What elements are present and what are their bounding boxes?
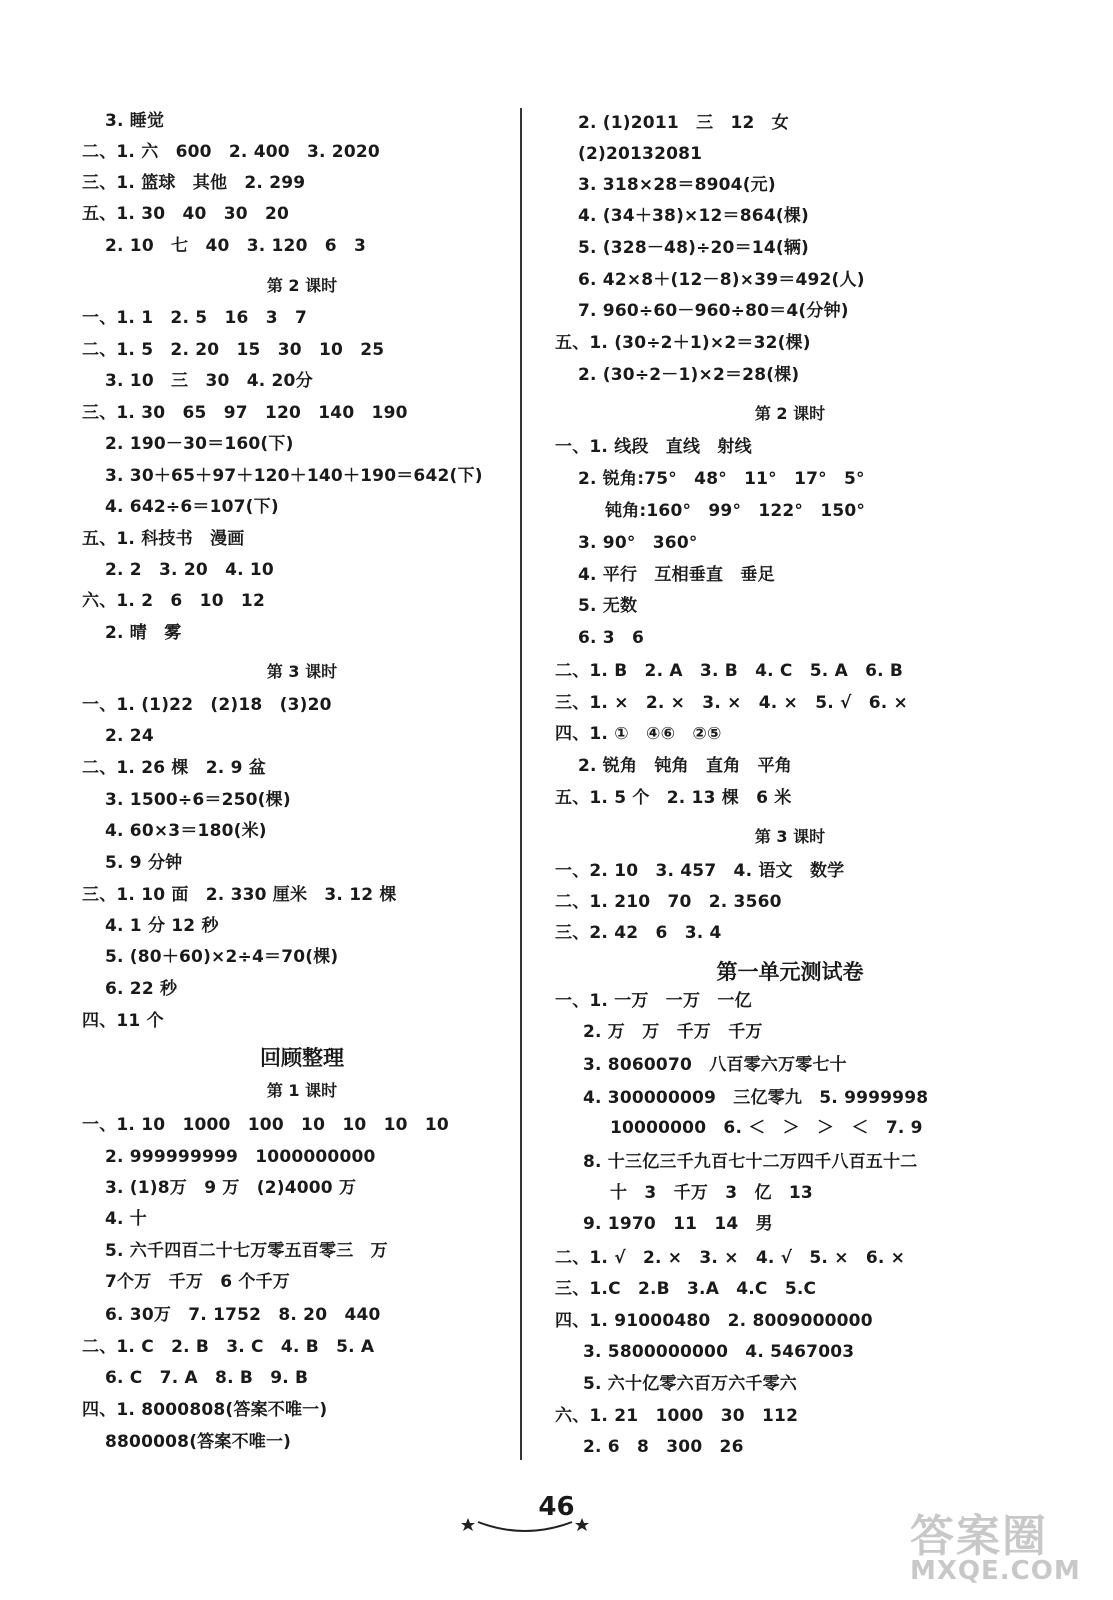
answer-line: 3. 8060070 八百零六万零七十 bbox=[583, 1055, 847, 1075]
answer-line: 2. 万 万 千万 千万 bbox=[583, 1022, 763, 1042]
answer-line: 6. 3 6 bbox=[578, 628, 645, 648]
answer-line: 10000000 6. ＜ ＞ ＞ ＜ 7. 9 bbox=[610, 1118, 923, 1138]
answer-line: 四、11 个 bbox=[82, 1011, 164, 1031]
answer-line: 2. 6 8 300 26 bbox=[583, 1437, 744, 1457]
answer-line: 2. 999999999 1000000000 bbox=[105, 1147, 376, 1167]
answer-line: 一、1. 一万 一万 一亿 bbox=[555, 991, 752, 1011]
answer-line: 二、1. 六 600 2. 400 3. 2020 bbox=[82, 142, 380, 162]
answer-line: 二、1. 5 2. 20 15 30 10 25 bbox=[82, 340, 385, 360]
answer-line: 三、2. 42 6 3. 4 bbox=[555, 923, 722, 943]
answer-line: 3. 1500÷6＝250(棵) bbox=[105, 790, 291, 810]
answer-line: 六、1. 21 1000 30 112 bbox=[555, 1406, 799, 1426]
answer-line: 2. 锐角 钝角 直角 平角 bbox=[578, 756, 793, 776]
answer-line: 三、1. 30 65 97 120 140 190 bbox=[82, 403, 408, 423]
answer-line: 4. 平行 互相垂直 垂足 bbox=[578, 565, 775, 585]
answer-line: (2)20132081 bbox=[578, 144, 703, 164]
answer-line: 3. 睡觉 bbox=[105, 111, 165, 131]
answer-line: 十 3 千万 3 亿 13 bbox=[610, 1183, 813, 1203]
lesson-heading: 第 3 课时 bbox=[266, 662, 338, 681]
footer-swoosh-icon bbox=[460, 1508, 590, 1538]
answer-line: 一、1. 线段 直线 射线 bbox=[555, 437, 752, 457]
answer-line: 3. 10 三 30 4. 20分 bbox=[105, 371, 313, 391]
watermark bbox=[900, 1500, 1100, 1590]
answer-line: 六、1. 2 6 10 12 bbox=[82, 591, 265, 611]
star-icon bbox=[575, 1518, 589, 1531]
answer-line: 二、1. √ 2. × 3. × 4. √ 5. × 6. × bbox=[555, 1248, 906, 1268]
answer-line: 9. 1970 11 14 男 bbox=[583, 1214, 773, 1234]
answer-line: 二、1. C 2. B 3. C 4. B 5. A bbox=[82, 1337, 375, 1357]
answer-line: 4. (34＋38)×12＝864(棵) bbox=[578, 206, 809, 226]
answer-line: 3. 5800000000 4. 5467003 bbox=[583, 1342, 855, 1362]
lesson-heading: 第 2 课时 bbox=[754, 404, 826, 423]
lesson-heading: 第 2 课时 bbox=[266, 276, 338, 295]
answer-line: 5. 六千四百二十七万零五百零三 万 bbox=[105, 1241, 388, 1261]
answer-line: 三、1. 10 面 2. 330 厘米 3. 12 棵 bbox=[82, 885, 397, 905]
answer-line: 三、1.C 2.B 3.A 4.C 5.C bbox=[555, 1279, 817, 1299]
star-icon bbox=[461, 1518, 475, 1531]
answer-line: 8800008(答案不唯一) bbox=[105, 1432, 292, 1452]
answer-line: 四、1. 8000808(答案不唯一) bbox=[82, 1400, 328, 1420]
section-heading: 回顾整理 bbox=[260, 1045, 344, 1070]
answer-line: 五、1. 30 40 30 20 bbox=[82, 204, 290, 224]
answer-line: 4. 642÷6＝107(下) bbox=[105, 497, 279, 517]
answer-line: 5. 六十亿零六百万六千零六 bbox=[583, 1374, 798, 1394]
answer-line: 钝角:160° 99° 122° 150° bbox=[605, 501, 866, 521]
answer-line: 五、1. 5 个 2. 13 棵 6 米 bbox=[555, 788, 792, 808]
section-heading: 第一单元测试卷 bbox=[716, 959, 864, 984]
answer-line: 6. 22 秒 bbox=[105, 979, 178, 999]
answer-line: 4. 1 分 12 秒 bbox=[105, 916, 219, 936]
answer-line: 6. C 7. A 8. B 9. B bbox=[105, 1368, 309, 1388]
answer-line: 3. 90° 360° bbox=[578, 533, 698, 553]
answer-line: 5. 9 分钟 bbox=[105, 853, 183, 873]
page-number: 46 bbox=[538, 1492, 575, 1522]
answer-line: 2. (1)2011 三 12 女 bbox=[578, 113, 789, 133]
answer-line: 二、1. B 2. A 3. B 4. C 5. A 6. B bbox=[555, 661, 904, 681]
answer-line: 3. 318×28＝8904(元) bbox=[578, 175, 776, 195]
answer-line: 二、1. 210 70 2. 3560 bbox=[555, 892, 782, 912]
watermark-logo: 答案圈 bbox=[910, 1511, 1048, 1562]
watermark-url: MXQE.COM bbox=[910, 1556, 1081, 1586]
answer-line: 四、1. 91000480 2. 8009000000 bbox=[555, 1311, 873, 1331]
column-divider bbox=[520, 108, 522, 1460]
answer-line: 7. 960÷60－960÷80＝4(分钟) bbox=[578, 301, 849, 321]
answer-line: 6. 42×8＋(12－8)×39＝492(人) bbox=[578, 270, 865, 290]
answer-line: 2. (30÷2－1)×2＝28(棵) bbox=[578, 365, 800, 385]
answer-line: 3. 30＋65＋97＋120＋140＋190＝642(下) bbox=[105, 466, 483, 486]
answer-line: 5. 无数 bbox=[578, 596, 638, 616]
lesson-heading: 第 1 课时 bbox=[266, 1081, 338, 1100]
lesson-heading: 第 3 课时 bbox=[754, 827, 826, 846]
answer-line: 4. 十 bbox=[105, 1209, 148, 1229]
answer-line: 7个万 千万 6 个千万 bbox=[105, 1272, 290, 1292]
answer-line: 5. (328－48)÷20＝14(辆) bbox=[578, 238, 809, 258]
answer-line: 5. (80＋60)×2÷4＝70(棵) bbox=[105, 947, 339, 967]
answer-line: 一、2. 10 3. 457 4. 语文 数学 bbox=[555, 861, 845, 881]
answer-line: 2. 锐角:75° 48° 11° 17° 5° bbox=[578, 469, 865, 489]
answer-line: 4. 300000009 三亿零九 5. 9999998 bbox=[583, 1088, 929, 1108]
answer-line: 4. 60×3＝180(米) bbox=[105, 821, 267, 841]
answer-line: 四、1. ① ④⑥ ②⑤ bbox=[555, 724, 722, 744]
answer-line: 2. 24 bbox=[105, 726, 154, 746]
answer-line: 一、1. 1 2. 5 16 3 7 bbox=[82, 308, 307, 328]
answer-line: 6. 30万 7. 1752 8. 20 440 bbox=[105, 1305, 381, 1325]
answer-line: 3. (1)8万 9 万 (2)4000 万 bbox=[105, 1178, 357, 1198]
answer-line: 一、1. (1)22 (2)18 (3)20 bbox=[82, 695, 332, 715]
answer-line: 2. 2 3. 20 4. 10 bbox=[105, 560, 274, 580]
answer-line: 五、1. 科技书 漫画 bbox=[82, 529, 245, 549]
answer-line: 一、1. 10 1000 100 10 10 10 10 bbox=[82, 1115, 449, 1135]
answer-line: 2. 190－30＝160(下) bbox=[105, 434, 294, 454]
answer-line: 二、1. 26 棵 2. 9 盆 bbox=[82, 758, 266, 778]
answer-line: 三、1. × 2. × 3. × 4. × 5. √ 6. × bbox=[555, 693, 908, 713]
answer-line: 三、1. 篮球 其他 2. 299 bbox=[82, 173, 306, 193]
answer-line: 五、1. (30÷2＋1)×2＝32(棵) bbox=[555, 333, 811, 353]
answer-line: 2. 晴 雾 bbox=[105, 623, 182, 643]
answer-line: 2. 10 七 40 3. 120 6 3 bbox=[105, 236, 367, 256]
answer-line: 8. 十三亿三千九百七十二万四千八百五十二 bbox=[583, 1152, 918, 1172]
